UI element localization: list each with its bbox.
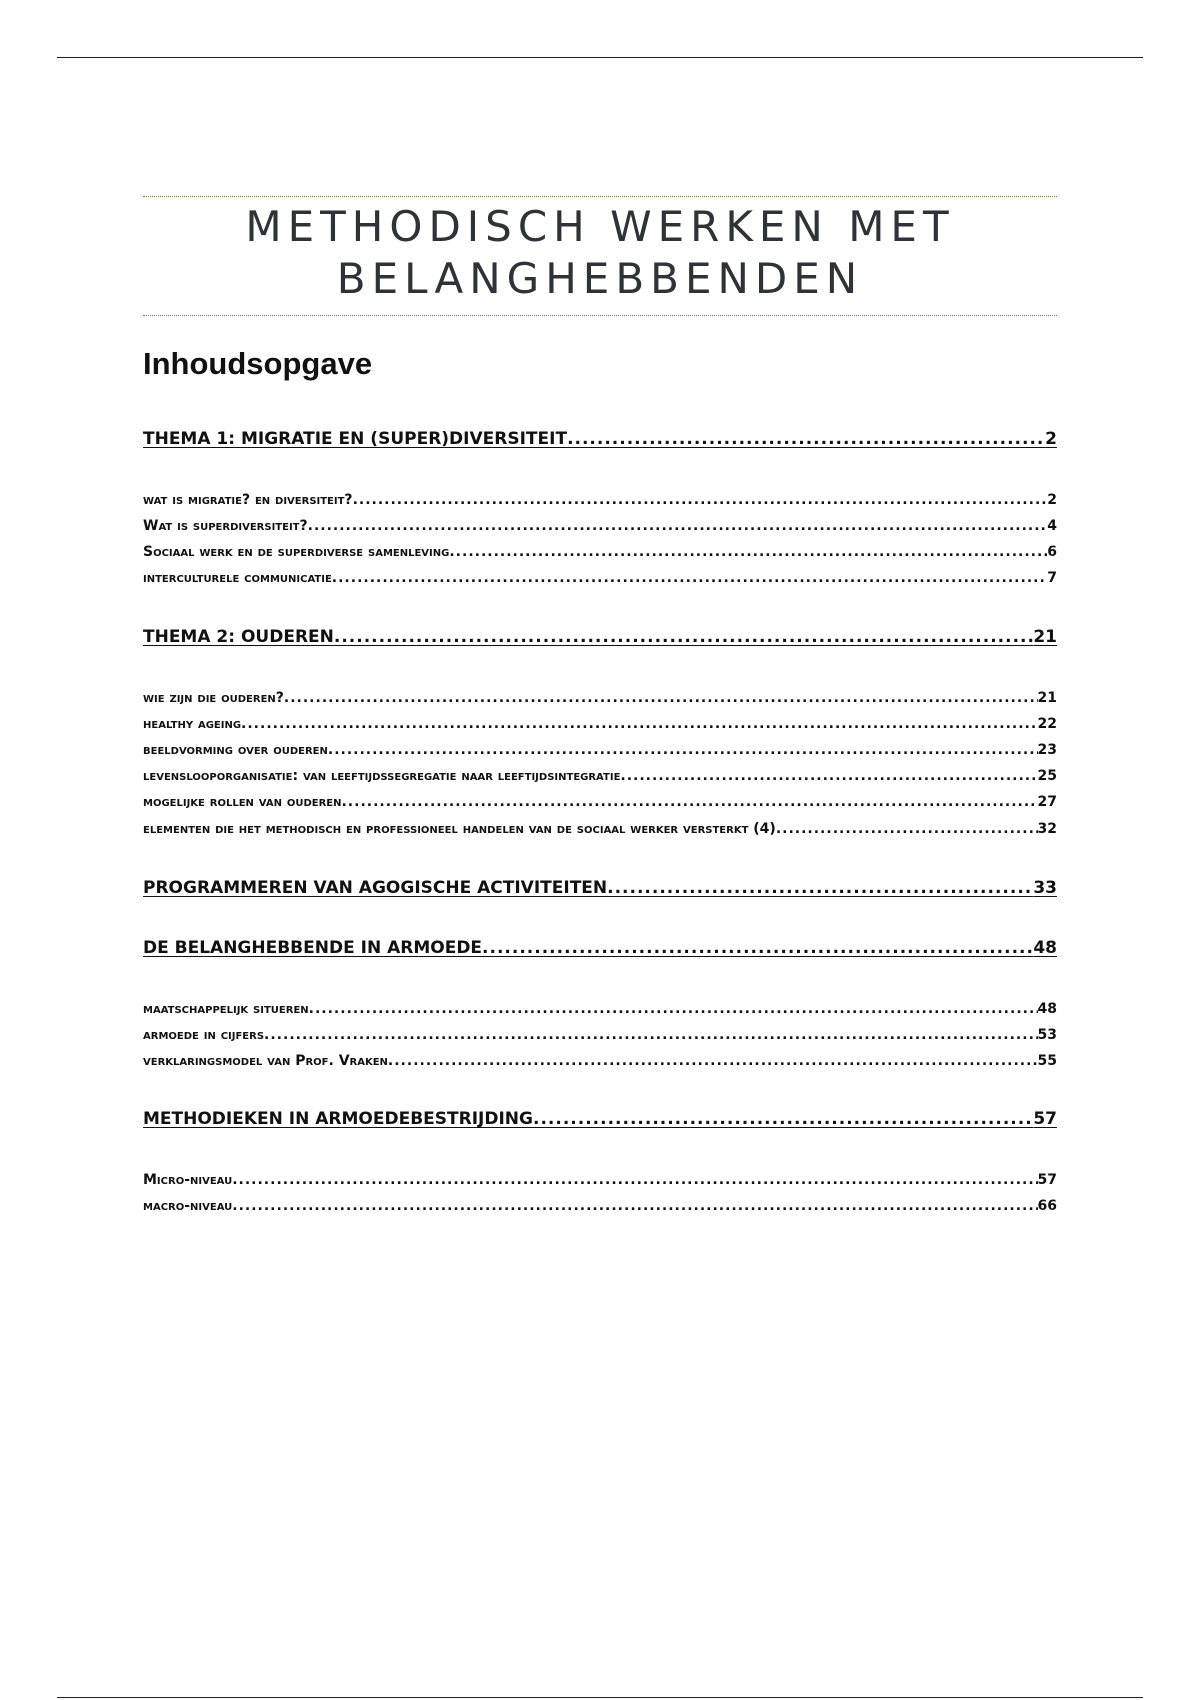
toc-chapter-entry[interactable] <box>143 624 1057 650</box>
toc-page-number: 7 <box>1047 570 1057 586</box>
toc-page-number: 2 <box>1047 492 1057 508</box>
toc-dot-leader <box>334 624 1033 650</box>
toc-page-number: 55 <box>1037 1053 1057 1069</box>
toc-page-number: 2 <box>1045 429 1057 449</box>
toc-section-entry[interactable] <box>143 788 1057 817</box>
toc-section-entry[interactable] <box>143 1047 1057 1076</box>
toc-dot-leader <box>341 788 1037 817</box>
toc-section-entry[interactable] <box>143 1021 1057 1050</box>
toc-entry-label: wat is migratie? en diversiteit? <box>143 492 353 508</box>
toc-entry-label: mogelijke rollen van ouderen <box>143 794 342 810</box>
table-of-contents <box>143 382 1057 1222</box>
toc-dot-leader <box>567 426 1045 452</box>
toc-heading: Inhoudsopgave <box>143 346 373 381</box>
toc-entry-label: elementen die het methodisch en professioneel handelen van de sociaal werker versterkt (4) <box>143 821 776 837</box>
toc-entry-label: macro-niveau <box>143 1198 233 1214</box>
toc-dot-leader <box>533 1106 1033 1132</box>
page-top-rule <box>57 57 1143 58</box>
toc-dot-leader <box>482 935 1033 961</box>
document-content <box>143 196 1057 1222</box>
toc-entry-label: maatschappelijk situeren <box>143 1001 309 1017</box>
toc-chapter-entry[interactable] <box>143 935 1057 961</box>
toc-dot-leader <box>449 538 1047 567</box>
toc-entry-label: THEMA 2: OUDEREN <box>143 627 334 647</box>
toc-section-entry[interactable] <box>143 486 1057 515</box>
toc-chapter-entry[interactable] <box>143 875 1057 901</box>
toc-page-number: 32 <box>1037 821 1057 837</box>
toc-page-number: 21 <box>1037 690 1057 706</box>
toc-page-number: 25 <box>1037 768 1057 784</box>
toc-dot-leader <box>607 875 1033 901</box>
toc-entry-label: THEMA 1: MIGRATIE EN (SUPER)DIVERSITEIT <box>143 429 568 449</box>
page-bottom-rule <box>57 1697 1143 1698</box>
toc-section-entry[interactable] <box>143 538 1057 567</box>
toc-page-number: 4 <box>1047 518 1057 534</box>
toc-entry-label: Wat is superdiversiteit? <box>143 518 308 534</box>
toc-dot-leader <box>308 512 1048 541</box>
toc-page-number: 57 <box>1033 1109 1057 1129</box>
toc-page-number: 48 <box>1033 938 1057 958</box>
toc-entry-label: DE BELANGHEBBENDE IN ARMOEDE <box>143 938 483 958</box>
toc-chapter-entry[interactable] <box>143 426 1057 452</box>
toc-entry-label: levenslooporganisatie: van leeftijdssegregatie naar leeftijdsintegratie <box>143 768 621 784</box>
toc-entry-label: Sociaal werk en de superdiverse samenleving <box>143 544 450 560</box>
toc-page-number: 23 <box>1037 742 1057 758</box>
toc-dot-leader <box>620 762 1037 791</box>
toc-dot-leader <box>232 1166 1037 1195</box>
toc-entry-label: PROGRAMMEREN VAN AGOGISCHE ACTIVITEITEN <box>143 878 608 898</box>
toc-section-entry[interactable] <box>143 762 1057 791</box>
toc-page-number: 57 <box>1037 1172 1057 1188</box>
toc-entry-label: beeldvorming over ouderen <box>143 742 328 758</box>
toc-entry-label: armoede in cijfers <box>143 1027 265 1043</box>
toc-chapter-entry[interactable] <box>143 1106 1057 1132</box>
toc-section-entry[interactable] <box>143 995 1057 1024</box>
toc-dot-leader <box>328 736 1038 765</box>
toc-dot-leader <box>388 1047 1038 1076</box>
toc-page-number: 22 <box>1037 716 1057 732</box>
toc-dot-leader <box>284 684 1038 713</box>
toc-dot-leader <box>232 1192 1037 1221</box>
toc-section-entry[interactable] <box>143 684 1057 713</box>
toc-section-entry[interactable] <box>143 564 1057 593</box>
toc-section-entry[interactable] <box>143 1166 1057 1195</box>
toc-section-entry[interactable] <box>143 512 1057 541</box>
toc-entry-label: verklaringsmodel van Prof. Vraken <box>143 1053 388 1069</box>
toc-page-number: 21 <box>1033 627 1057 647</box>
toc-page-number: 53 <box>1037 1027 1057 1043</box>
toc-page-number: 6 <box>1047 544 1057 560</box>
toc-dot-leader <box>776 815 1038 844</box>
document-title-line-1: METHODISCH WERKEN MET <box>245 202 955 251</box>
toc-dot-leader <box>264 1021 1037 1050</box>
toc-page-number: 66 <box>1037 1198 1057 1214</box>
toc-section-entry[interactable] <box>143 710 1057 739</box>
toc-section-entry[interactable] <box>143 815 1057 844</box>
toc-dot-leader <box>353 486 1048 515</box>
toc-entry-label: METHODIEKEN IN ARMOEDEBESTRIJDING <box>143 1109 533 1129</box>
toc-entry-label: interculturele communicatie <box>143 570 332 586</box>
toc-entry-label: wie zijn die ouderen? <box>143 690 284 706</box>
title-box <box>143 196 1057 316</box>
toc-section-entry[interactable] <box>143 736 1057 765</box>
toc-dot-leader <box>241 710 1037 739</box>
toc-dot-leader <box>332 564 1047 593</box>
toc-entry-label: healthy ageing <box>143 716 242 732</box>
toc-dot-leader <box>309 995 1038 1024</box>
document-title-line-2: BELANGHEBBENDEN <box>336 254 864 303</box>
toc-section-entry[interactable] <box>143 1192 1057 1221</box>
toc-page-number: 48 <box>1037 1001 1057 1017</box>
toc-page-number: 33 <box>1033 878 1057 898</box>
toc-entry-label: Micro-niveau <box>143 1172 233 1188</box>
toc-page-number: 27 <box>1037 794 1057 810</box>
